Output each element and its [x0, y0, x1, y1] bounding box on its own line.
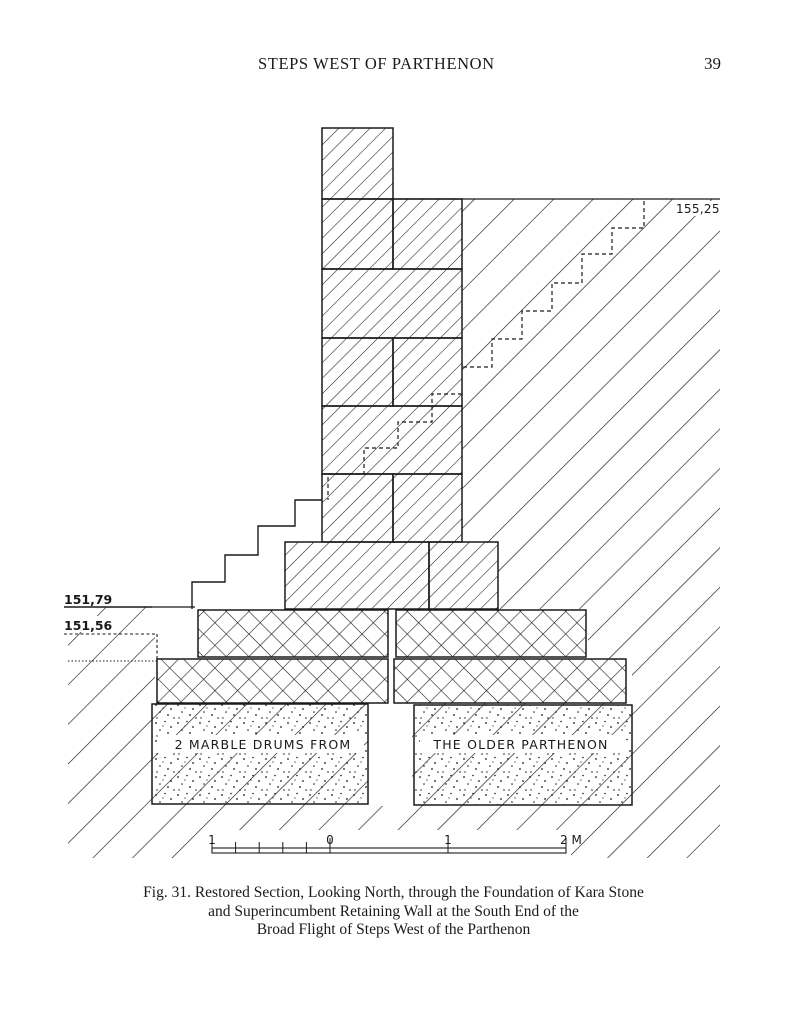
- marble-drum-right: [414, 705, 632, 805]
- wall-course-4: [322, 406, 462, 474]
- marble-drum-left: [152, 704, 368, 804]
- drum-label-right: THE OLDER PARTHENON: [433, 737, 609, 752]
- wall-footing-a: [285, 542, 429, 609]
- drum-label-left: 2 MARBLE DRUMS FROM: [174, 737, 352, 752]
- foundation-upper-left: [198, 610, 388, 657]
- wall-course-5a: [322, 474, 393, 542]
- elevation-top: 155,25: [676, 202, 720, 216]
- scale-label-0: 0: [326, 833, 334, 847]
- elevation-lower-left: 151,56: [64, 618, 113, 633]
- foundation-lower-right: [394, 659, 626, 703]
- scale-bar: [205, 830, 582, 860]
- wall-course-1a: [322, 199, 393, 269]
- foundation-lower-left: [157, 659, 388, 703]
- wall-course-3a: [322, 338, 393, 406]
- foundation-blocks: [157, 610, 626, 703]
- foundation-upper-right: [396, 610, 586, 657]
- wall-footing-b: [429, 542, 498, 609]
- wall-capstone: [322, 128, 393, 199]
- marble-drums: [152, 704, 632, 805]
- wall-course-2: [322, 269, 462, 338]
- scale-label-2m: 2 M: [560, 833, 582, 847]
- running-head: STEPS WEST OF PARTHENON: [258, 54, 495, 73]
- scale-label-1: 1: [444, 833, 452, 847]
- elevation-upper-left: 151,79: [64, 592, 113, 607]
- caption-line-3: Broad Flight of Steps West of the Parthenon: [256, 921, 531, 938]
- page-number: 39: [704, 54, 721, 73]
- wall-course-5b: [393, 474, 462, 542]
- figure-caption: [60, 884, 727, 940]
- scale-label-minus-1: 1: [208, 833, 216, 847]
- caption-line-2: and Superincumbent Retaining Wall at the South End of the: [208, 902, 579, 920]
- wall-course-1b: [393, 199, 462, 269]
- wall-course-3b: [393, 338, 462, 406]
- caption-line-1: Fig. 31. Restored Section, Looking North, through the Foundation of Kara Stone: [143, 884, 644, 901]
